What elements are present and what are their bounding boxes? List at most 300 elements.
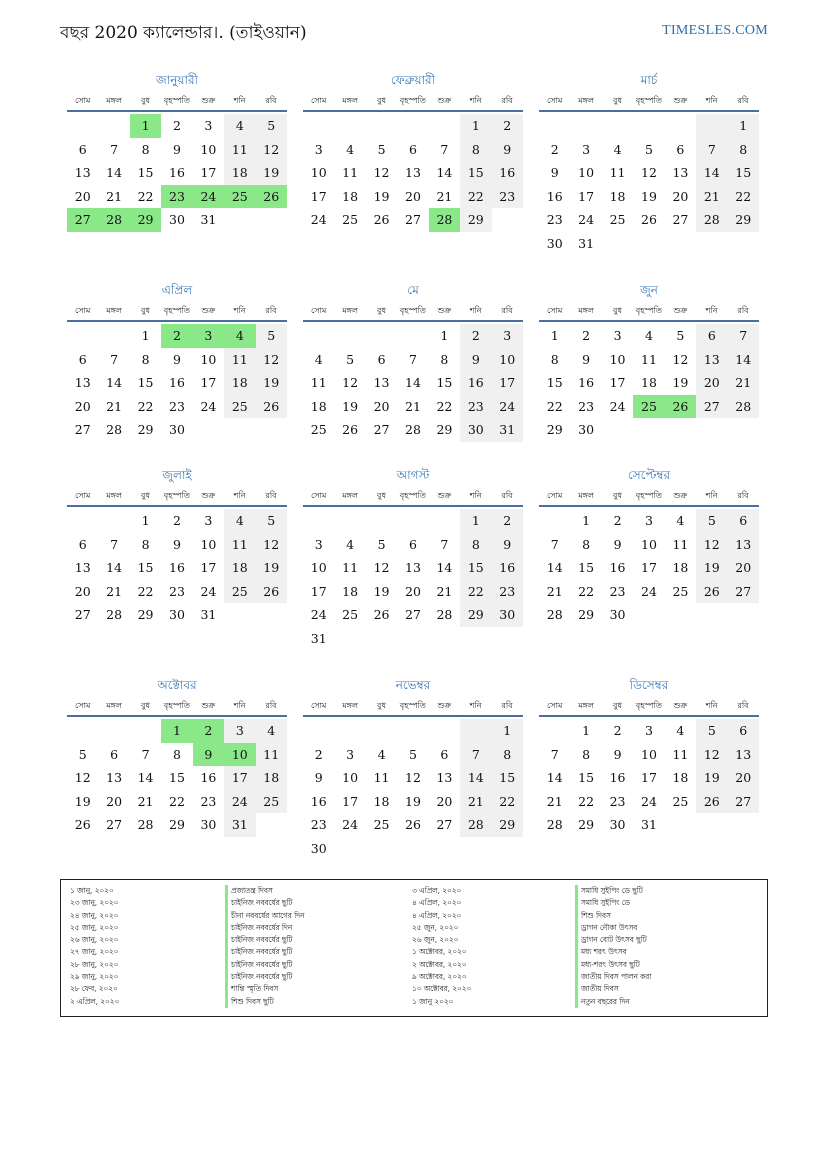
weekday-label: শুক্র xyxy=(673,306,688,315)
holiday-name: শিশু দিবস ছুটি xyxy=(225,996,304,1008)
day-cell: 3 xyxy=(645,513,653,528)
holiday-name: সমাধি সুইপিং ডে xyxy=(575,897,651,909)
site-link[interactable]: TIMESLES.COM xyxy=(662,23,768,38)
weekday-label: বুধ xyxy=(377,96,386,105)
day-cell: 7 xyxy=(550,746,559,762)
day-cell: 25 xyxy=(672,793,689,809)
holiday-date: ২৮ ফেব, ২০২০ xyxy=(70,984,118,994)
holiday-day-cell: 1 xyxy=(161,719,192,743)
day-cell: 9 xyxy=(314,770,323,785)
day-cell: 13 xyxy=(74,375,91,390)
holiday-list xyxy=(60,879,768,1017)
day-cell: 29 xyxy=(578,607,595,622)
day-cell: 17 xyxy=(310,583,327,599)
day-cell: 14 xyxy=(106,375,123,390)
holiday-day-cell: 9 xyxy=(193,743,224,767)
days-grid xyxy=(303,719,523,860)
day-cell: 22 xyxy=(546,398,563,414)
day-cell: 21 xyxy=(137,793,154,809)
day-cell: 12 xyxy=(373,165,390,180)
day-cell: 13 xyxy=(728,533,759,557)
days-grid xyxy=(67,509,287,627)
days-grid xyxy=(303,324,523,442)
weekday-label: শুক্র xyxy=(673,701,688,710)
weekday-label: শুক্র xyxy=(673,96,688,105)
empty-cell xyxy=(98,719,129,743)
day-cell: 1 xyxy=(582,513,591,528)
days-grid xyxy=(67,114,287,232)
weekday-label: মঙ্গল xyxy=(578,306,594,315)
day-cell: 9 xyxy=(582,351,591,367)
day-cell: 4 xyxy=(314,351,323,367)
day-cell: 23 xyxy=(169,398,185,414)
day-cell: 26 xyxy=(641,212,657,227)
day-cell: 11 xyxy=(342,165,359,180)
weekday-label: শুক্র xyxy=(201,306,216,315)
day-cell: 6 xyxy=(409,141,417,157)
day-cell: 5 xyxy=(256,114,287,138)
blank-cell xyxy=(460,627,491,651)
day-cell: 7 xyxy=(696,138,727,162)
day-cell: 15 xyxy=(137,560,154,575)
day-cell: 10 xyxy=(641,536,657,552)
weekday-label: মঙ্গল xyxy=(106,701,122,710)
day-cell: 17 xyxy=(310,188,327,204)
day-cell: 30 xyxy=(609,817,626,832)
weekday-label: শুক্র xyxy=(201,701,216,710)
weekday-label: মঙ্গল xyxy=(578,701,594,710)
page-title: বছর 2020 ক্যালেন্ডার।. (তাইওয়ান) xyxy=(60,23,307,43)
day-cell: 11 xyxy=(609,165,626,180)
holiday-name: শিশু দিবস xyxy=(575,910,651,922)
empty-cell xyxy=(366,324,397,348)
blank-cell xyxy=(429,627,460,651)
day-cell: 24 xyxy=(224,790,255,814)
empty-cell xyxy=(397,509,428,533)
day-cell: 8 xyxy=(141,141,150,157)
day-cell: 23 xyxy=(609,583,626,599)
weekday-label: শুক্র xyxy=(201,96,216,105)
blank-cell xyxy=(665,813,696,837)
holiday-date: ১০ অক্টোবর, ২০২০ xyxy=(412,984,472,994)
empty-cell xyxy=(665,114,696,138)
weekday-label: বৃহস্পতি xyxy=(399,96,426,105)
day-cell: 6 xyxy=(409,536,417,552)
day-cell: 1 xyxy=(582,723,591,738)
day-cell: 7 xyxy=(110,351,119,367)
day-cell: 21 xyxy=(460,790,491,814)
weekday-label: বৃহস্পতি xyxy=(635,306,662,315)
blank-cell xyxy=(728,813,759,837)
holiday-date: ২৩ জানু, ২০২০ xyxy=(70,898,119,908)
day-cell: 17 xyxy=(641,770,657,785)
holiday-day-cell: 27 xyxy=(67,208,98,232)
day-cell: 20 xyxy=(405,188,421,204)
empty-cell xyxy=(303,509,334,533)
blank-cell xyxy=(696,813,727,837)
day-cell: 3 xyxy=(314,141,323,157)
day-cell: 5 xyxy=(696,509,727,533)
day-cell: 15 xyxy=(169,770,185,785)
day-cell: 18 xyxy=(641,375,657,390)
day-cell: 16 xyxy=(169,560,185,575)
day-cell: 11 xyxy=(672,536,689,552)
weekday-label: শনি xyxy=(233,701,246,710)
day-cell: 13 xyxy=(405,560,421,575)
day-cell: 18 xyxy=(609,188,626,204)
blank-cell xyxy=(492,208,523,232)
day-cell: 28 xyxy=(696,208,727,232)
day-cell: 11 xyxy=(224,348,255,372)
blank-cell xyxy=(665,418,696,442)
holiday-day-cell: 26 xyxy=(665,395,696,419)
day-cell: 24 xyxy=(641,583,657,599)
weekday-label: শনি xyxy=(705,96,718,105)
day-cell: 22 xyxy=(169,793,185,809)
day-cell: 30 xyxy=(492,603,523,627)
day-cell: 25 xyxy=(342,607,359,622)
day-cell: 25 xyxy=(609,212,626,227)
blank-cell xyxy=(633,603,664,627)
day-cell: 20 xyxy=(106,793,123,809)
day-cell: 16 xyxy=(169,165,185,180)
holiday-date: ২৭ জানু, ২০২০ xyxy=(70,947,119,957)
day-cell: 28 xyxy=(405,422,421,437)
weekday-label: মঙ্গল xyxy=(106,491,122,500)
day-cell: 27 xyxy=(405,212,421,227)
blank-cell xyxy=(256,208,287,232)
day-cell: 13 xyxy=(405,165,421,180)
day-cell: 21 xyxy=(696,185,727,209)
day-cell: 25 xyxy=(310,422,327,437)
empty-cell xyxy=(633,114,664,138)
day-cell: 29 xyxy=(578,817,595,832)
day-cell: 18 xyxy=(672,560,689,575)
day-cell: 13 xyxy=(728,743,759,767)
day-cell: 26 xyxy=(696,790,727,814)
day-cell: 27 xyxy=(728,790,759,814)
day-cell: 26 xyxy=(342,422,359,437)
weekday-label: সোম xyxy=(75,491,91,500)
weekday-label: শুক্র xyxy=(437,96,452,105)
empty-cell xyxy=(67,509,98,533)
empty-cell xyxy=(67,324,98,348)
day-cell: 14 xyxy=(436,560,453,575)
day-cell: 17 xyxy=(200,165,217,180)
weekday-label: বৃহস্পতি xyxy=(635,701,662,710)
month-name: আগস্ট xyxy=(396,468,430,482)
day-cell: 21 xyxy=(106,188,123,204)
empty-cell xyxy=(539,509,570,533)
day-cell: 25 xyxy=(672,583,689,599)
day-cell: 2 xyxy=(460,324,491,348)
day-cell: 7 xyxy=(728,324,759,348)
weekday-label: রবি xyxy=(737,96,749,105)
day-cell: 25 xyxy=(224,395,255,419)
day-cell: 27 xyxy=(74,607,91,622)
day-cell: 13 xyxy=(373,375,390,390)
day-cell: 28 xyxy=(546,817,563,832)
day-cell: 16 xyxy=(609,770,626,785)
day-cell: 22 xyxy=(578,793,595,809)
empty-cell xyxy=(366,114,397,138)
day-cell: 17 xyxy=(641,560,657,575)
day-cell: 16 xyxy=(578,375,595,390)
weekday-label: শুক্র xyxy=(437,491,452,500)
holiday-date: ২৯ জানু, ২০২০ xyxy=(70,972,119,982)
day-cell: 24 xyxy=(492,395,523,419)
day-cell: 21 xyxy=(436,188,453,204)
weekday-label: সোম xyxy=(547,96,563,105)
weekday-label: রবি xyxy=(265,701,277,710)
day-cell: 26 xyxy=(74,817,91,832)
weekday-label: শুক্র xyxy=(201,491,216,500)
holiday-date: ৩ এপ্রিল, ২০২০ xyxy=(412,886,462,895)
day-cell: 18 xyxy=(224,556,255,580)
day-cell: 4 xyxy=(676,513,685,528)
day-cell: 13 xyxy=(74,560,91,575)
empty-cell xyxy=(429,509,460,533)
blank-cell xyxy=(602,232,633,256)
empty-cell xyxy=(539,719,570,743)
day-cell: 30 xyxy=(460,418,491,442)
weekday-label: রবি xyxy=(737,491,749,500)
holiday-date: ২৬ জানু, ২০২০ xyxy=(70,935,119,945)
day-cell: 7 xyxy=(141,746,150,762)
day-cell: 18 xyxy=(342,583,359,599)
day-cell: 29 xyxy=(460,208,491,232)
blank-cell xyxy=(665,603,696,627)
weekday-header xyxy=(539,699,759,713)
holiday-name: সমাধি সুইপিং ডে ছুটি xyxy=(575,885,651,897)
weekday-label: শুক্র xyxy=(673,491,688,500)
day-cell: 3 xyxy=(204,118,213,133)
blank-cell xyxy=(633,232,664,256)
day-cell: 21 xyxy=(405,398,421,414)
day-cell: 27 xyxy=(672,212,689,227)
weekday-label: বৃহস্পতি xyxy=(635,491,662,500)
days-grid xyxy=(539,114,759,255)
day-cell: 5 xyxy=(377,536,386,552)
day-cell: 10 xyxy=(200,536,217,552)
month-name: মার্চ xyxy=(640,73,658,87)
day-cell: 3 xyxy=(314,536,323,552)
weekday-label: বুধ xyxy=(613,306,622,315)
day-cell: 31 xyxy=(492,418,523,442)
weekday-label: রবি xyxy=(265,491,277,500)
day-cell: 16 xyxy=(200,770,217,785)
holiday-name: জাতীয় দিবস xyxy=(575,983,651,995)
weekday-label: বৃহস্পতি xyxy=(163,491,190,500)
empty-cell xyxy=(303,324,334,348)
header-rule xyxy=(539,715,759,717)
day-cell: 21 xyxy=(436,583,453,599)
weekday-label: রবি xyxy=(737,306,749,315)
day-cell: 18 xyxy=(224,371,255,395)
day-cell: 27 xyxy=(373,422,390,437)
header-rule xyxy=(67,505,287,507)
day-cell: 24 xyxy=(200,583,217,599)
blank-cell xyxy=(429,837,460,861)
day-cell: 30 xyxy=(169,212,185,227)
holiday-day-cell: 4 xyxy=(224,324,255,348)
day-cell: 15 xyxy=(546,375,563,390)
days-grid xyxy=(67,324,287,442)
day-cell: 13 xyxy=(106,770,123,785)
holiday-date: ২ অক্টোবর, ২০২০ xyxy=(412,959,467,969)
holiday-name: ড্রাগন বোট উৎসব ছুটি xyxy=(575,934,651,946)
day-cell: 5 xyxy=(645,141,653,157)
day-cell: 22 xyxy=(492,790,523,814)
day-cell: 2 xyxy=(314,746,323,762)
day-cell: 1 xyxy=(440,328,449,343)
day-cell: 16 xyxy=(460,371,491,395)
day-cell: 18 xyxy=(310,398,327,414)
blank-cell xyxy=(492,837,523,861)
day-cell: 5 xyxy=(346,351,355,367)
blank-cell xyxy=(366,627,397,651)
day-cell: 4 xyxy=(676,723,685,738)
day-cell: 10 xyxy=(200,141,217,157)
day-cell: 26 xyxy=(256,580,287,604)
day-cell: 13 xyxy=(74,165,91,180)
day-cell: 15 xyxy=(728,161,759,185)
blank-cell xyxy=(193,418,224,442)
day-cell: 30 xyxy=(310,840,327,856)
day-cell: 11 xyxy=(641,351,657,367)
holiday-name: প্রজাতন্ত্র দিবস xyxy=(225,885,304,897)
day-cell: 9 xyxy=(460,348,491,372)
day-cell: 3 xyxy=(346,746,355,762)
blank-cell xyxy=(633,418,664,442)
day-cell: 10 xyxy=(492,348,523,372)
weekday-label: শনি xyxy=(233,491,246,500)
weekday-label: বৃহস্পতি xyxy=(163,701,190,710)
day-cell: 4 xyxy=(645,328,653,343)
day-cell: 6 xyxy=(78,351,87,367)
day-cell: 7 xyxy=(110,536,119,552)
day-cell: 31 xyxy=(200,607,217,622)
weekday-label: মঙ্গল xyxy=(342,96,358,105)
blank-cell xyxy=(696,418,727,442)
day-cell: 4 xyxy=(224,509,255,533)
day-cell: 15 xyxy=(137,165,154,180)
holiday-name: জাতীয় দিবস পালন করা xyxy=(575,971,651,983)
day-cell: 6 xyxy=(728,509,759,533)
header-rule xyxy=(67,715,287,717)
holiday-day-cell: 25 xyxy=(633,395,664,419)
day-cell: 5 xyxy=(256,324,287,348)
header-rule xyxy=(303,505,523,507)
weekday-label: বুধ xyxy=(613,491,622,500)
day-cell: 4 xyxy=(256,719,287,743)
holiday-day-cell: 2 xyxy=(193,719,224,743)
day-cell: 9 xyxy=(492,138,523,162)
day-cell: 8 xyxy=(460,533,491,557)
empty-cell xyxy=(602,114,633,138)
day-cell: 28 xyxy=(106,607,123,622)
day-cell: 27 xyxy=(405,607,421,622)
day-cell: 10 xyxy=(578,165,595,180)
empty-cell xyxy=(98,114,129,138)
empty-cell xyxy=(429,114,460,138)
holiday-name: চাইনিজ নববর্ষের ছুটি xyxy=(225,897,304,909)
day-cell: 19 xyxy=(373,188,390,204)
weekday-header xyxy=(67,699,287,713)
holiday-dates-col-2 xyxy=(412,885,471,1008)
blank-cell xyxy=(397,837,428,861)
day-cell: 3 xyxy=(645,723,653,738)
weekday-label: সোম xyxy=(75,701,91,710)
day-cell: 30 xyxy=(169,607,185,622)
day-cell: 14 xyxy=(460,766,491,790)
day-cell: 7 xyxy=(440,536,449,552)
weekday-label: শনি xyxy=(705,306,718,315)
holiday-day-cell: 23 xyxy=(161,185,192,209)
day-cell: 16 xyxy=(310,793,327,809)
weekday-label: রবি xyxy=(501,491,513,500)
day-cell: 8 xyxy=(173,746,181,762)
day-cell: 19 xyxy=(74,793,91,809)
day-cell: 2 xyxy=(613,723,622,738)
day-cell: 24 xyxy=(310,607,327,622)
day-cell: 31 xyxy=(310,630,327,646)
day-cell: 27 xyxy=(74,422,91,437)
days-grid xyxy=(303,509,523,650)
holiday-names-col-1 xyxy=(225,885,304,1008)
day-cell: 14 xyxy=(546,560,563,575)
blank-cell xyxy=(665,232,696,256)
day-cell: 28 xyxy=(460,813,491,837)
day-cell: 4 xyxy=(346,141,355,157)
weekday-label: শনি xyxy=(705,701,718,710)
empty-cell xyxy=(334,509,365,533)
day-cell: 31 xyxy=(224,813,255,837)
empty-cell xyxy=(570,114,601,138)
day-cell: 17 xyxy=(609,375,626,390)
day-cell: 30 xyxy=(546,235,563,251)
day-cell: 29 xyxy=(436,422,453,437)
day-cell: 3 xyxy=(224,719,255,743)
blank-cell xyxy=(256,418,287,442)
day-cell: 17 xyxy=(492,371,523,395)
day-cell: 8 xyxy=(550,351,559,367)
day-cell: 10 xyxy=(641,746,657,762)
blank-cell xyxy=(728,603,759,627)
day-cell: 20 xyxy=(373,398,390,414)
holiday-name: নতুন বছরের দিন xyxy=(575,996,651,1008)
day-cell: 22 xyxy=(460,185,491,209)
day-cell: 13 xyxy=(672,165,689,180)
header-rule xyxy=(539,110,759,112)
day-cell: 14 xyxy=(106,560,123,575)
day-cell: 10 xyxy=(310,560,327,575)
day-cell: 19 xyxy=(696,556,727,580)
day-cell: 19 xyxy=(405,793,421,809)
day-cell: 1 xyxy=(550,328,559,343)
day-cell: 22 xyxy=(436,398,453,414)
weekday-label: মঙ্গল xyxy=(106,306,122,315)
day-cell: 11 xyxy=(310,375,327,390)
day-cell: 23 xyxy=(492,185,523,209)
day-cell: 5 xyxy=(696,719,727,743)
weekday-label: বুধ xyxy=(141,96,150,105)
weekday-label: বুধ xyxy=(613,96,622,105)
day-cell: 20 xyxy=(74,398,91,414)
day-cell: 8 xyxy=(141,351,150,367)
day-cell: 15 xyxy=(578,560,595,575)
day-cell: 10 xyxy=(342,770,359,785)
